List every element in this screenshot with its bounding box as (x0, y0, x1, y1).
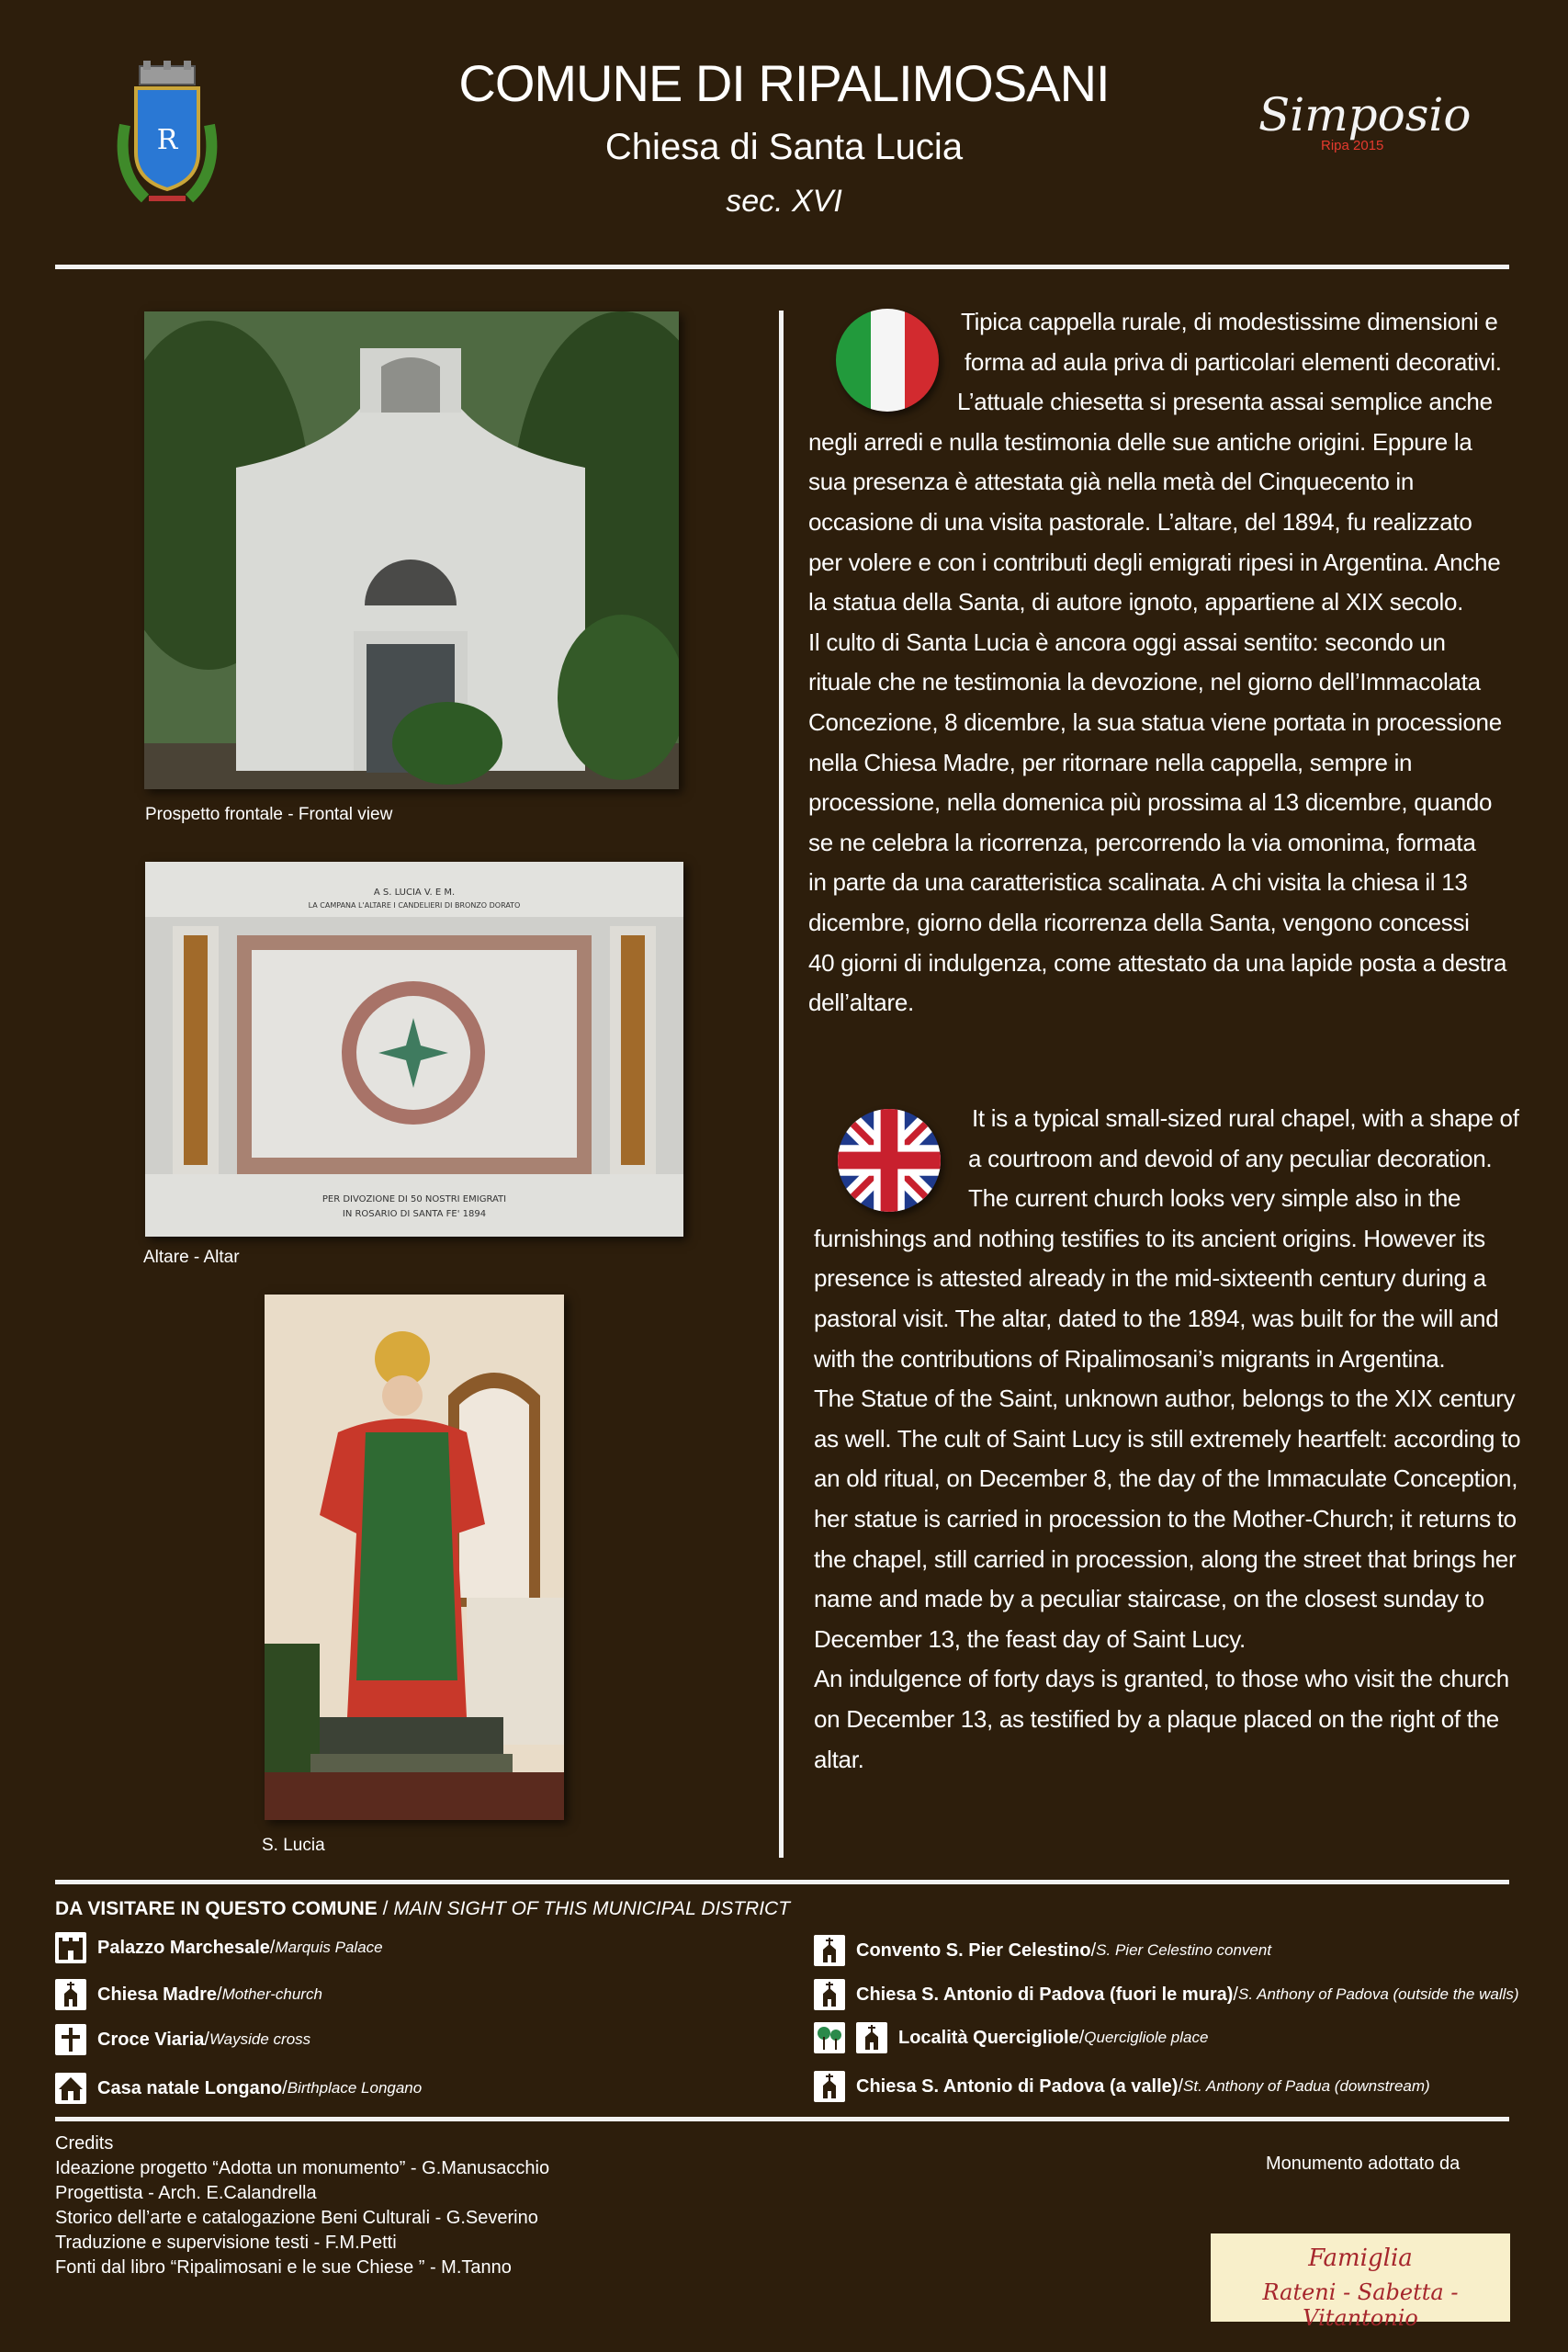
credits-line: Storico dell’arte e catalogazione Beni Culturali - G.Severino (55, 2208, 538, 2228)
text-line: The Statue of the Saint, unknown author, belongs to the XIX century (814, 1385, 1516, 1413)
text-line: nella Chiesa Madre, per ritornare nella cappella, sempre in (808, 748, 1413, 776)
sight-sep: / (1090, 1939, 1097, 1961)
adoption-label: Monumento adottato da (1266, 2154, 1461, 2174)
text-line: Il culto di Santa Lucia è ancora oggi assai sentito: secondo un (808, 628, 1446, 656)
text-line: dell’altare. (808, 989, 914, 1017)
text-line: se ne celebra la ricorrenza, percorrendo la via omonima, formata (808, 828, 1476, 856)
text-line: An indulgence of forty days is granted, to those who visit the church (814, 1665, 1509, 1693)
text-line: processione, nella domenica più prossima al 13 dicembre, quando (808, 788, 1493, 817)
church-icon (814, 1979, 845, 2010)
church-icon (814, 1935, 845, 1966)
photo-caption: S. Lucia (262, 1836, 325, 1855)
sight-english: St. Anthony of Padua (downstream) (1183, 2077, 1430, 2095)
altar-inscription-bottom2: IN ROSARIO DI SANTA FE' 1894 (342, 1209, 487, 1219)
sight-name: Palazzo Marchesale (97, 1937, 270, 1958)
sight-name: Convento S. Pier Celestino (856, 1939, 1091, 1961)
text-line: the chapel, still carried in procession, along the street that brings her (814, 1544, 1517, 1573)
sights-heading-sep: / (377, 1898, 394, 1919)
page-title: COMUNE DI RIPALIMOSANI (458, 54, 1110, 112)
altar-inscription-top2: LA CAMPANA L'ALTARE I CANDELIERI DI BRONZO DORATO (308, 901, 521, 910)
text-line: forma ad aula priva di particolari elementi decorativi. (964, 347, 1502, 376)
sight-english: Mother-church (221, 1985, 322, 2003)
church-icon (55, 1979, 86, 2010)
credits-line: Traduzione e supervisione testi - F.M.Petti (55, 2233, 397, 2253)
sight-sep: / (204, 2029, 209, 2050)
text-line: Tipica cappella rurale, di modestissime dimensioni e (961, 308, 1498, 335)
sight-english: Wayside cross (209, 2030, 311, 2048)
century-label: sec. XVI (726, 184, 842, 219)
sight-name: Chiesa S. Antonio di Padova (a valle) (856, 2075, 1179, 2097)
sight-name: Croce Viaria (97, 2029, 205, 2050)
credits-line: Progettista - Arch. E.Calandrella (55, 2183, 317, 2203)
altar-photo (145, 862, 683, 1237)
sight-item (55, 1979, 322, 2010)
sight-name: Chiesa Madre (97, 1984, 218, 2005)
text-line: pastoral visit. The altar, dated to the 1894, was built for the will and (814, 1304, 1499, 1332)
credits-block (55, 2132, 549, 2280)
text-line: sua presenza è attestata già nella metà del Cinquecento in (808, 468, 1415, 496)
column-divider (779, 311, 784, 1858)
sight-item (55, 2073, 422, 2104)
credits-title: Credits (55, 2133, 114, 2154)
altar-inscription-bottom1: PER DIVOZIONE DI 50 NOSTRI EMIGRATI (321, 1194, 507, 1204)
crest-letter: R (156, 124, 178, 156)
cross-icon (55, 2024, 86, 2055)
page-subtitle: Chiesa di Santa Lucia (604, 127, 964, 167)
text-line: her statue is carried in procession to the Mother-Church; it returns to (814, 1504, 1517, 1532)
plaque-line: Famiglia (1308, 2245, 1413, 2272)
statue-photo (265, 1295, 564, 1820)
text-line: presence is attested already in the mid-sixteenth century during a (814, 1264, 1486, 1293)
sight-sep: / (217, 1984, 222, 2005)
trees-icon (814, 2022, 845, 2053)
altar-inscription-top1: A S. LUCIA V. E M. (373, 888, 456, 898)
text-line: on December 13, as testified by a plaque placed on the right of the (814, 1704, 1499, 1733)
italian-description (808, 302, 1506, 1023)
sight-english: Quercigliole place (1084, 2029, 1209, 2046)
credits-line: Fonti dal libro “Ripalimosani e le sue Chiese ” - M.Tanno (55, 2257, 512, 2278)
church-icon (814, 2071, 845, 2102)
credits-divider (55, 2117, 1509, 2121)
sight-english: S. Pier Celestino convent (1096, 1941, 1272, 1959)
sight-sep: / (269, 1937, 276, 1958)
text-line: L’attuale chiesetta si presenta assai semplice anche (957, 388, 1493, 416)
chapel-front-photo (144, 311, 679, 789)
sight-english: S. Anthony of Padova (outside the walls) (1237, 1985, 1519, 2003)
text-line: la statua della Santa, di autore ignoto, appartiene al XIX secolo. (808, 588, 1464, 616)
sight-item (814, 1979, 1519, 2010)
sight-english: Marquis Palace (275, 1939, 383, 1956)
sight-item (55, 1932, 383, 1963)
logo-tag: Ripa 2015 (1321, 138, 1384, 153)
text-line: occasione di una visita pastorale. L’altare, del 1894, fu realizzato (808, 507, 1472, 536)
palace-icon (55, 1932, 86, 1963)
header-divider (55, 265, 1509, 269)
sight-item (814, 2071, 1430, 2102)
photo-caption: Prospetto frontale - Frontal view (145, 805, 393, 824)
text-line: per volere e con i contributi degli emigrati ripesi in Argentina. Anche (808, 548, 1501, 576)
text-line: altar. (814, 1745, 864, 1773)
sight-item (814, 2022, 1208, 2053)
text-line: a courtroom and devoid of any peculiar decoration. (968, 1144, 1493, 1172)
sights-heading (55, 1898, 790, 1920)
sight-name: Chiesa S. Antonio di Padova (fuori le mura) (856, 1984, 1234, 2005)
text-line: rituale che ne testimonia la devozione, nel giorno dell’Immacolata (808, 668, 1481, 696)
text-line: Concezione, 8 dicembre, la sua statua viene portata in processione (808, 707, 1502, 736)
plaque-line: Rateni - Sabetta - Vitantonio (1262, 2279, 1459, 2331)
simposio-logo (1254, 88, 1472, 165)
church-icon (856, 2022, 887, 2053)
text-line: dicembre, giorno della ricorrenza della Santa, vengono concessi (808, 908, 1470, 936)
text-line: 40 giorni di indulgenza, come attestato da una lapide posta a destra (808, 948, 1507, 977)
sight-name: Casa natale Longano (97, 2077, 283, 2098)
sight-name: Località Quercigliole (898, 2027, 1079, 2048)
text-line: as well. The cult of Saint Lucy is still extremely heartfelt: according to (814, 1424, 1521, 1453)
house-icon (55, 2073, 86, 2104)
sights-divider (55, 1880, 1509, 1884)
sights-heading-it: DA VISITARE IN QUESTO COMUNE (55, 1898, 378, 1919)
logo-word: Simposio (1258, 88, 1472, 141)
sights-heading-en: MAIN SIGHT OF THIS MUNICIPAL DISTRICT (393, 1898, 791, 1919)
adoption-plaque (1211, 2233, 1510, 2331)
sight-sep: / (282, 2077, 288, 2098)
sight-item (55, 2024, 310, 2055)
sight-sep: / (1078, 2027, 1085, 2048)
photo-caption: Altare - Altar (143, 1248, 240, 1267)
text-line: December 13, the feast day of Saint Lucy. (814, 1624, 1246, 1653)
sight-sep: / (1178, 2075, 1184, 2097)
sight-sep: / (1233, 1984, 1238, 2005)
text-line: The current church looks very simple also in the (968, 1184, 1461, 1213)
text-line: an old ritual, on December 8, the day of the Immaculate Conception, (814, 1464, 1518, 1493)
text-line: negli arredi e nulla testimonia delle sue antiche origini. Eppure la (808, 427, 1472, 456)
text-line: with the contributions of Ripalimosani’s migrants in Argentina. (814, 1344, 1446, 1373)
credits-line: Ideazione progetto “Adotta un monumento” - G.Manusacchio (55, 2158, 550, 2178)
text-line: furnishings and nothing testifies to its ancient origins. However its (814, 1224, 1485, 1252)
sight-english: Birthplace Longano (287, 2079, 423, 2097)
text-line: in parte da una caratteristica scalinata. A chi visita la chiesa il 13 (808, 868, 1468, 897)
text-line: It is a typical small-sized rural chapel, with a shape of (972, 1104, 1519, 1132)
english-description (814, 1099, 1520, 1780)
text-line: name and made by a peculiar staircase, on the closest sunday to (814, 1585, 1484, 1613)
sight-item (814, 1935, 1271, 1966)
